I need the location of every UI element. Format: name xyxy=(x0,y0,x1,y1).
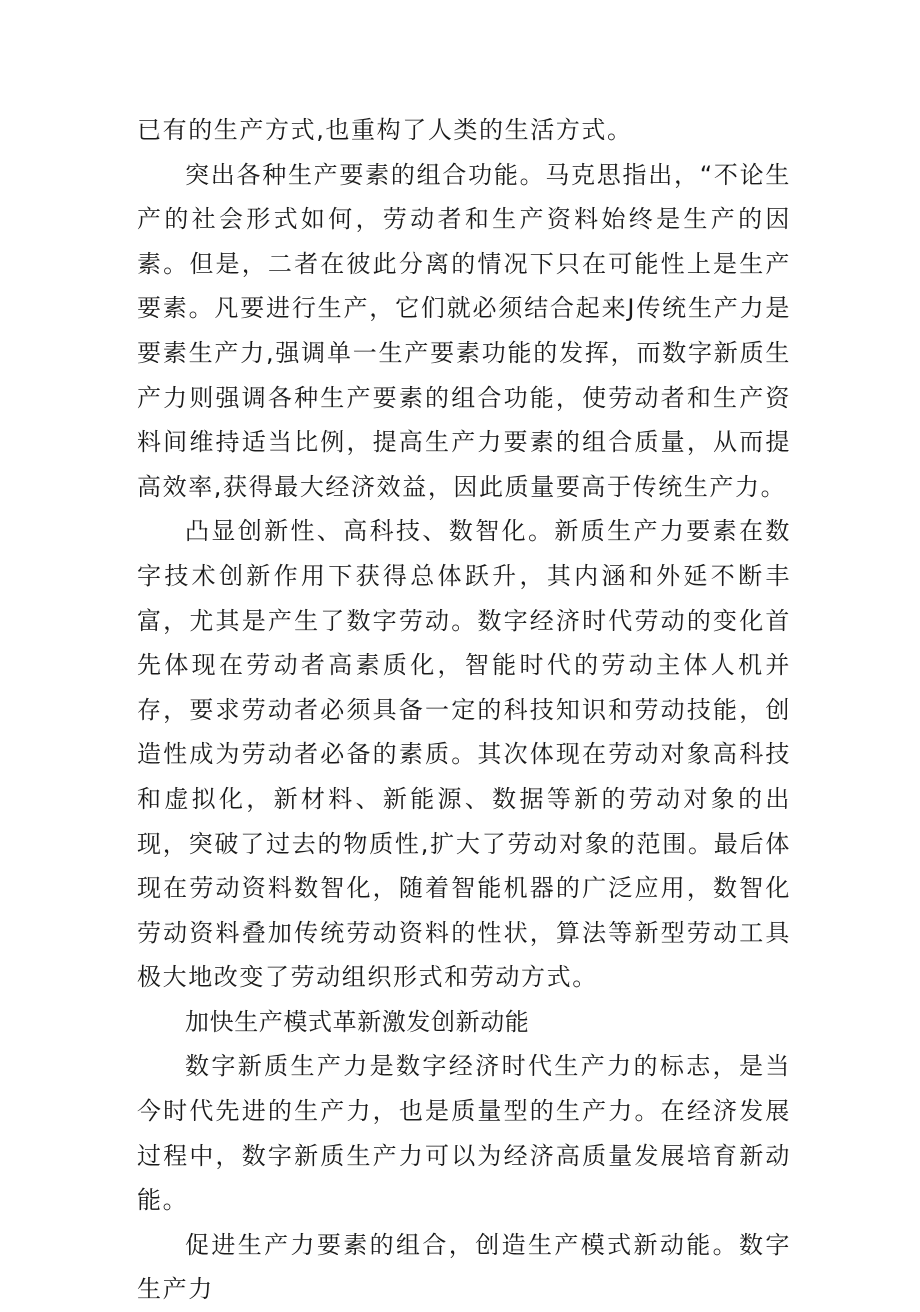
paragraph-innovation-digital: 凸显创新性、高科技、数智化。新质生产力要素在数字技术创新作用下获得总体跃升，其内涵和外延不断丰富，尤其是产生了数字劳动。数字经济时代劳动的变化首先体现在劳动者高素质化，智能时代的劳动主体人机并存，要求劳动者必须具备一定的科技知识和劳动技能，创造性成为劳动者必备的素质。其次体现在劳动对象高科技和虚拟化，新材料、新能源、数据等新的劳动对象的出现，突破了过去的物质性,扩大了劳动对象的范围。最后体现在劳动资料数智化，随着智能机器的广泛应用，数智化劳动资料叠加传统劳动资料的性状，算法等新型劳动工具极大地改变了劳动组织形式和劳动方式。 xyxy=(137,517,791,992)
paragraph-factor-combination: 突出各种生产要素的组合功能。马克思指出，“不论生产的社会形式如何，劳动者和生产资料始终是生产的因素。但是，二者在彼此分离的情况下只在可能性上是生产要素。凡要进行生产，它们就必须结合起来J传统生产力是要素生产力,强调单一生产要素功能的发挥，而数字新质生产力则强调各种生产要素的组合功能，使劳动者和生产资料间维持适当比例，提高生产力要素的组合质量，从而提高效率,获得最大经济效益，因此质量要高于传统生产力。 xyxy=(137,160,791,501)
paragraph-continuation: 已有的生产方式,也重构了人类的生活方式。 xyxy=(137,116,633,144)
paragraph-production-mode: 促进生产力要素的组合，创造生产模式新动能。数字生产力 xyxy=(137,1230,791,1304)
paragraph-new-productivity: 数字新质生产力是数字经济时代生产力的标志，是当今时代先进的生产力，也是质量型的生产力。在经济发展过程中，数字新质生产力可以为经济高质量发展培育新动能。 xyxy=(137,1052,791,1215)
section-heading: 加快生产模式革新激发创新动能 xyxy=(185,1007,530,1036)
body-text-column xyxy=(137,108,791,1312)
